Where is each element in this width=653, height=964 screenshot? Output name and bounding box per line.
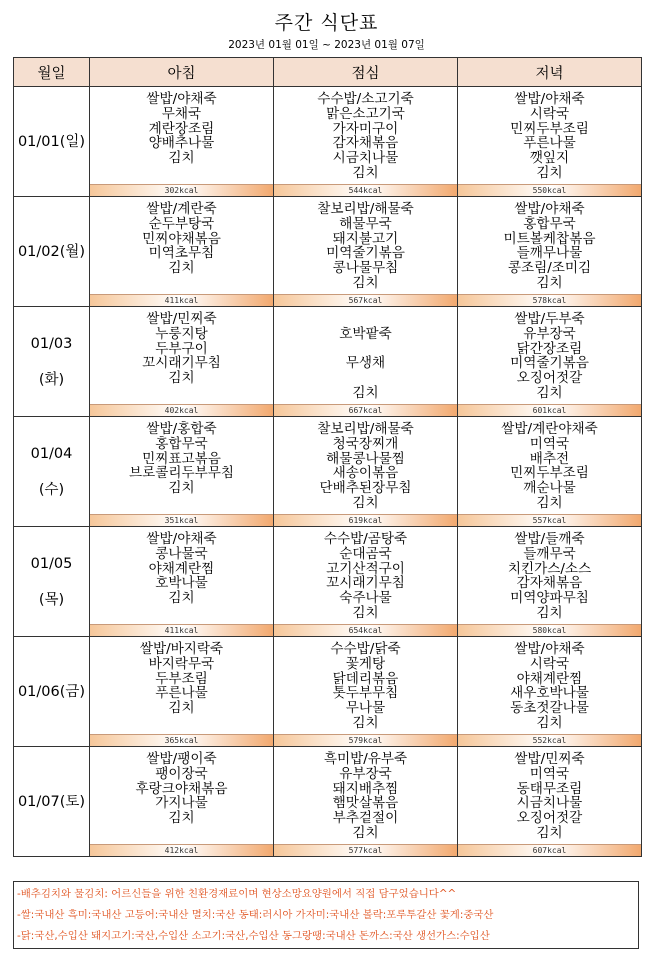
menu-item: 들깨무국 <box>523 545 576 562</box>
menu-item: 민찌표고볶음 <box>142 450 221 467</box>
menu-item: 푸른나물 <box>523 135 576 152</box>
menu-item: 김치 <box>352 384 379 401</box>
menu-item: 수수밥/소고기죽 <box>317 91 414 107</box>
breakfast-kcal-bar: 365kcal <box>90 734 273 746</box>
day-date: 01/01(일) <box>17 133 86 150</box>
menu-item: 두부구이 <box>155 340 208 357</box>
lunch-items <box>274 87 457 189</box>
menu-item: 바지락무국 <box>148 655 215 672</box>
menu-item: 무나물 <box>345 700 386 717</box>
breakfast-items <box>90 747 273 849</box>
menu-item: 김치 <box>352 824 379 841</box>
breakfast-items <box>90 637 273 739</box>
menu-item: 미역초무침 <box>148 245 215 262</box>
menu-item: 홍합무국 <box>155 435 208 452</box>
menu-item <box>274 312 457 327</box>
menu-item: 민찌두부조림 <box>510 120 589 137</box>
menu-item: 쌀밥/야채죽 <box>514 91 585 107</box>
note-origin-1: -쌀:국내산 흑미:국내산 고등어:국내산 멸치:국산 동태:러시아 가자미:국내산 볼락:포루투갈산 꽃게:중국산 <box>17 909 494 921</box>
dinner-items <box>458 527 641 629</box>
dinner-items <box>458 747 641 849</box>
menu-item: 고기산적구이 <box>326 560 405 577</box>
menu-item: 돼지배추찜 <box>332 780 399 797</box>
day-row <box>14 527 642 637</box>
menu-item: 두부조림 <box>155 670 208 687</box>
day-date-cell <box>14 87 90 197</box>
menu-item: 유부장국 <box>339 765 392 782</box>
menu-item: 팽이장국 <box>155 765 208 782</box>
breakfast-kcal-bar: 402kcal <box>90 404 273 416</box>
menu-item <box>274 371 457 386</box>
menu-item: 순두부탕국 <box>148 215 215 232</box>
lunch-cell <box>274 197 458 307</box>
menu-item: 오징어젓갈 <box>516 810 583 827</box>
menu-item: 미역국 <box>529 435 570 452</box>
menu-item: 김치 <box>352 604 379 621</box>
menu-item: 김치 <box>168 810 195 827</box>
menu-item: 순대곰국 <box>339 545 392 562</box>
day-date-cell <box>14 747 90 857</box>
menu-item: 치킨가스/소스 <box>507 560 592 577</box>
weekly-menu-table <box>13 57 642 857</box>
menu-item: 감자채볶음 <box>516 575 583 592</box>
dinner-items <box>458 307 641 409</box>
day-date: 01/06(금) <box>17 683 86 700</box>
menu-item: 해물무국 <box>339 215 392 232</box>
menu-item: 쌀밥/야채죽 <box>514 641 585 657</box>
menu-item: 계란장조림 <box>148 120 215 137</box>
breakfast-items <box>90 87 273 189</box>
lunch-kcal-bar: 544kcal <box>274 184 457 196</box>
menu-item: 미트볼케찹볶음 <box>503 230 596 247</box>
menu-item: 김치 <box>536 494 563 511</box>
breakfast-items <box>90 527 273 629</box>
menu-item: 쌀밥/야채죽 <box>146 531 217 547</box>
menu-item: 김치 <box>536 604 563 621</box>
menu-item: 찰보리밥/해물죽 <box>317 421 414 437</box>
menu-item: 김치 <box>352 164 379 181</box>
menu-item: 닭데리볶음 <box>332 670 399 687</box>
breakfast-kcal-bar: 411kcal <box>90 294 273 306</box>
lunch-items <box>274 747 457 849</box>
breakfast-cell <box>90 417 274 527</box>
dinner-kcal-bar: 580kcal <box>458 624 641 636</box>
menu-item: 쌀밥/들깨죽 <box>514 531 585 547</box>
breakfast-kcal-bar: 302kcal <box>90 184 273 196</box>
menu-item: 감자채볶음 <box>332 135 399 152</box>
menu-item: 배추전 <box>529 450 570 467</box>
day-weekday: (화) <box>38 371 65 388</box>
menu-item: 쌀밥/두부죽 <box>514 311 585 327</box>
day-date-cell <box>14 637 90 747</box>
day-date: 01/02(월) <box>17 243 86 260</box>
menu-item: 쌀밥/팽이죽 <box>146 751 217 767</box>
menu-item: 가지나물 <box>155 795 208 812</box>
menu-item: 쌀밥/홍합죽 <box>146 421 217 437</box>
dinner-cell <box>458 197 642 307</box>
dinner-kcal-bar: 607kcal <box>458 844 641 856</box>
header-row <box>14 58 642 87</box>
dinner-cell <box>458 527 642 637</box>
header-date: 월일 <box>14 58 90 87</box>
lunch-items <box>274 527 457 629</box>
day-row <box>14 747 642 857</box>
breakfast-cell <box>90 87 274 197</box>
breakfast-cell <box>90 527 274 637</box>
dinner-cell <box>458 87 642 197</box>
day-weekday: (수) <box>38 481 65 498</box>
day-row <box>14 197 642 307</box>
menu-item: 김치 <box>536 384 563 401</box>
page-title: 주간 식단표 <box>274 12 379 34</box>
menu-item: 찰보리밥/해물죽 <box>317 201 414 217</box>
menu-item: 미역줄기볶음 <box>326 245 405 262</box>
menu-item: 깻잎지 <box>529 150 570 167</box>
breakfast-kcal-bar: 411kcal <box>90 624 273 636</box>
menu-item: 호박나물 <box>155 575 208 592</box>
menu-item: 김치 <box>168 590 195 607</box>
menu-item: 쌀밥/민찌죽 <box>146 311 217 327</box>
menu-item: 수수밥/곰탕죽 <box>323 531 408 547</box>
menu-item: 미역양파무침 <box>510 590 589 607</box>
breakfast-cell <box>90 307 274 417</box>
menu-item: 가자미구이 <box>332 120 399 137</box>
breakfast-kcal-bar: 351kcal <box>90 514 273 526</box>
menu-item: 브로콜리두부무침 <box>128 465 235 482</box>
lunch-cell <box>274 747 458 857</box>
day-date-cell <box>14 527 90 637</box>
breakfast-cell <box>90 747 274 857</box>
menu-item: 쌀밥/계란죽 <box>146 201 217 217</box>
header-breakfast: 아침 <box>90 58 274 87</box>
menu-item: 김치 <box>536 824 563 841</box>
dinner-kcal-bar: 578kcal <box>458 294 641 306</box>
menu-item: 김치 <box>352 274 379 291</box>
notes-box <box>13 881 639 949</box>
lunch-kcal-bar: 567kcal <box>274 294 457 306</box>
lunch-kcal-bar: 577kcal <box>274 844 457 856</box>
dinner-items <box>458 417 641 519</box>
menu-item: 새우호박나물 <box>510 685 589 702</box>
menu-item: 깨순나물 <box>523 480 576 497</box>
menu-item: 김치 <box>536 164 563 181</box>
menu-item: 홍합무국 <box>523 215 576 232</box>
menu-item: 꼬시래기무침 <box>142 355 221 372</box>
menu-item: 김치 <box>168 260 195 277</box>
lunch-kcal-bar: 579kcal <box>274 734 457 746</box>
note-kimchi: -배추김치와 물김치: 어르신들을 위한 친환경재료이며 현상소망요양원에서 직접 담구었습니다^^ <box>17 888 457 900</box>
breakfast-kcal-bar: 412kcal <box>90 844 273 856</box>
day-date-cell <box>14 307 90 417</box>
menu-item: 동초젓갈나물 <box>510 700 589 717</box>
menu-item: 동태무조림 <box>516 780 583 797</box>
menu-item: 김치 <box>168 370 195 387</box>
dinner-items <box>458 87 641 189</box>
menu-item: 콩나물국 <box>155 545 208 562</box>
day-date-cell <box>14 417 90 527</box>
menu-item: 미역국 <box>529 765 570 782</box>
day-date: 01/05 <box>30 555 73 572</box>
dinner-items <box>458 197 641 299</box>
day-row <box>14 417 642 527</box>
dinner-kcal-bar: 557kcal <box>458 514 641 526</box>
menu-item: 꽃게탕 <box>345 655 386 672</box>
menu-item: 들깨무나물 <box>516 245 583 262</box>
lunch-cell <box>274 637 458 747</box>
menu-item: 무생채 <box>345 355 386 372</box>
dinner-cell <box>458 637 642 747</box>
day-weekday: (목) <box>38 591 65 608</box>
menu-item: 김치 <box>352 494 379 511</box>
dinner-items <box>458 637 641 739</box>
lunch-cell <box>274 307 458 417</box>
menu-item: 시락국 <box>529 105 570 122</box>
menu-item: 푸른나물 <box>155 685 208 702</box>
menu-item: 닭간장조림 <box>516 340 583 357</box>
breakfast-cell <box>90 197 274 307</box>
dinner-cell <box>458 747 642 857</box>
lunch-items <box>274 307 457 409</box>
menu-item: 김치 <box>536 274 563 291</box>
dinner-kcal-bar: 601kcal <box>458 404 641 416</box>
dinner-cell <box>458 417 642 527</box>
menu-item: 오징어젓갈 <box>516 370 583 387</box>
menu-item: 미역줄기볶음 <box>510 355 589 372</box>
menu-item: 민찌두부조림 <box>510 465 589 482</box>
menu-item: 청국장찌개 <box>332 435 399 452</box>
menu-item: 콩나물무침 <box>332 260 399 277</box>
header-dinner: 저녁 <box>458 58 642 87</box>
breakfast-items <box>90 417 273 519</box>
lunch-items <box>274 637 457 739</box>
menu-item: 시금치나물 <box>516 795 583 812</box>
menu-item: 야채계란찜 <box>148 560 215 577</box>
menu-item: 양배추나물 <box>148 135 215 152</box>
menu-item: 호박팥죽 <box>339 325 392 342</box>
header-lunch: 점심 <box>274 58 458 87</box>
note-origin-2: -닭:국산,수입산 돼지고기:국산,수입산 소고기:국산,수입산 동그랑땡:국내산 돈까스:국산 생선가스:수입산 <box>17 930 490 942</box>
menu-item: 김치 <box>168 150 195 167</box>
menu-item: 김치 <box>168 480 195 497</box>
menu-item: 쌀밥/야채죽 <box>514 201 585 217</box>
dinner-kcal-bar: 552kcal <box>458 734 641 746</box>
menu-item: 쌀밥/민찌죽 <box>514 751 585 767</box>
menu-item: 쌀밥/바지락죽 <box>139 641 224 657</box>
menu-item: 수수밥/닭죽 <box>330 641 401 657</box>
breakfast-items <box>90 307 273 409</box>
menu-item: 민찌야채볶음 <box>142 230 221 247</box>
lunch-kcal-bar: 667kcal <box>274 404 457 416</box>
lunch-items <box>274 197 457 299</box>
menu-item: 부추겉절이 <box>332 810 399 827</box>
dinner-kcal-bar: 550kcal <box>458 184 641 196</box>
menu-item: 맑은소고기국 <box>326 105 405 122</box>
day-date: 01/04 <box>30 445 73 462</box>
menu-item: 흑미밥/유부죽 <box>323 751 408 767</box>
dinner-cell <box>458 307 642 417</box>
lunch-cell <box>274 417 458 527</box>
day-date: 01/03 <box>30 335 73 352</box>
menu-item: 돼지불고기 <box>332 230 399 247</box>
menu-period: 2023년 01월 01일 ~ 2023년 01월 07일 <box>228 39 425 51</box>
day-row <box>14 637 642 747</box>
menu-item: 콩조림/조미김 <box>507 260 592 277</box>
menu-item: 무채국 <box>161 105 202 122</box>
menu-item: 김치 <box>536 714 563 731</box>
menu-item: 해물콩나물찜 <box>326 450 405 467</box>
menu-item: 톳두부무침 <box>332 685 399 702</box>
menu-item: 쌀밥/야채죽 <box>146 91 217 107</box>
menu-item: 숙주나물 <box>339 590 392 607</box>
menu-item: 단배추된장무침 <box>319 480 412 497</box>
lunch-cell <box>274 527 458 637</box>
day-row <box>14 87 642 197</box>
lunch-items <box>274 417 457 519</box>
menu-item: 꼬시래기무침 <box>326 575 405 592</box>
day-date: 01/07(토) <box>17 793 86 810</box>
breakfast-items <box>90 197 273 299</box>
menu-item: 야채계란찜 <box>516 670 583 687</box>
day-row <box>14 307 642 417</box>
menu-item: 새송이볶음 <box>332 465 399 482</box>
menu-item: 유부장국 <box>523 325 576 342</box>
lunch-cell <box>274 87 458 197</box>
day-date-cell <box>14 197 90 307</box>
lunch-kcal-bar: 654kcal <box>274 624 457 636</box>
menu-body <box>14 87 642 857</box>
menu-item: 쌀밥/계란야채죽 <box>501 421 598 437</box>
menu-item: 김치 <box>168 700 195 717</box>
menu-item: 김치 <box>352 714 379 731</box>
menu-item: 누룽지탕 <box>155 325 208 342</box>
menu-item: 햄맛살볶음 <box>332 795 399 812</box>
menu-item: 시락국 <box>529 655 570 672</box>
breakfast-cell <box>90 637 274 747</box>
menu-item: 후랑크야채볶음 <box>135 780 228 797</box>
lunch-kcal-bar: 619kcal <box>274 514 457 526</box>
menu-item: 시금치나물 <box>332 150 399 167</box>
